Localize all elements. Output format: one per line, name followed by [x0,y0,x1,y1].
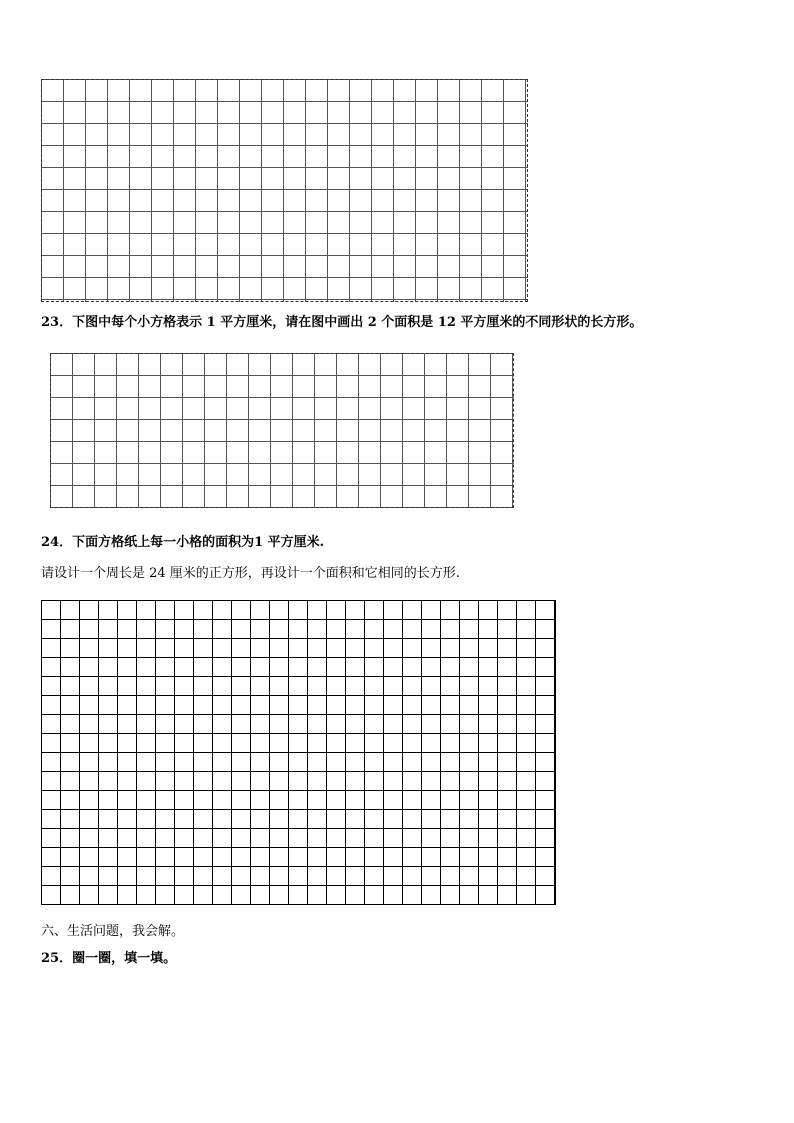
square-grid-q24 [41,600,556,905]
question-24-line2: 请设计一个周长是 24 厘米的正方形，再设计一个面积和它相同的长方形. [41,566,460,581]
question-text: 下面方格纸上每一小格的面积为1 平方厘米. [72,535,325,550]
question-25 [41,947,176,966]
question-text: 下图中每个小方格表示 1 平方厘米，请在图中画出 2 个面积是 12 平方厘米的不同形状的长方形。 [72,315,643,330]
question-number: 24． [41,535,73,550]
question-text: 圈一圈，填一填。 [72,951,177,966]
dotted-grid-top [41,79,528,302]
question-number: 23． [41,315,73,330]
question-24-line1 [41,531,324,550]
question-number: 25． [41,951,73,966]
dotted-grid-q23 [50,353,514,508]
section-heading: 六、生活问题，我会解。 [41,924,185,939]
question-23 [41,311,642,330]
